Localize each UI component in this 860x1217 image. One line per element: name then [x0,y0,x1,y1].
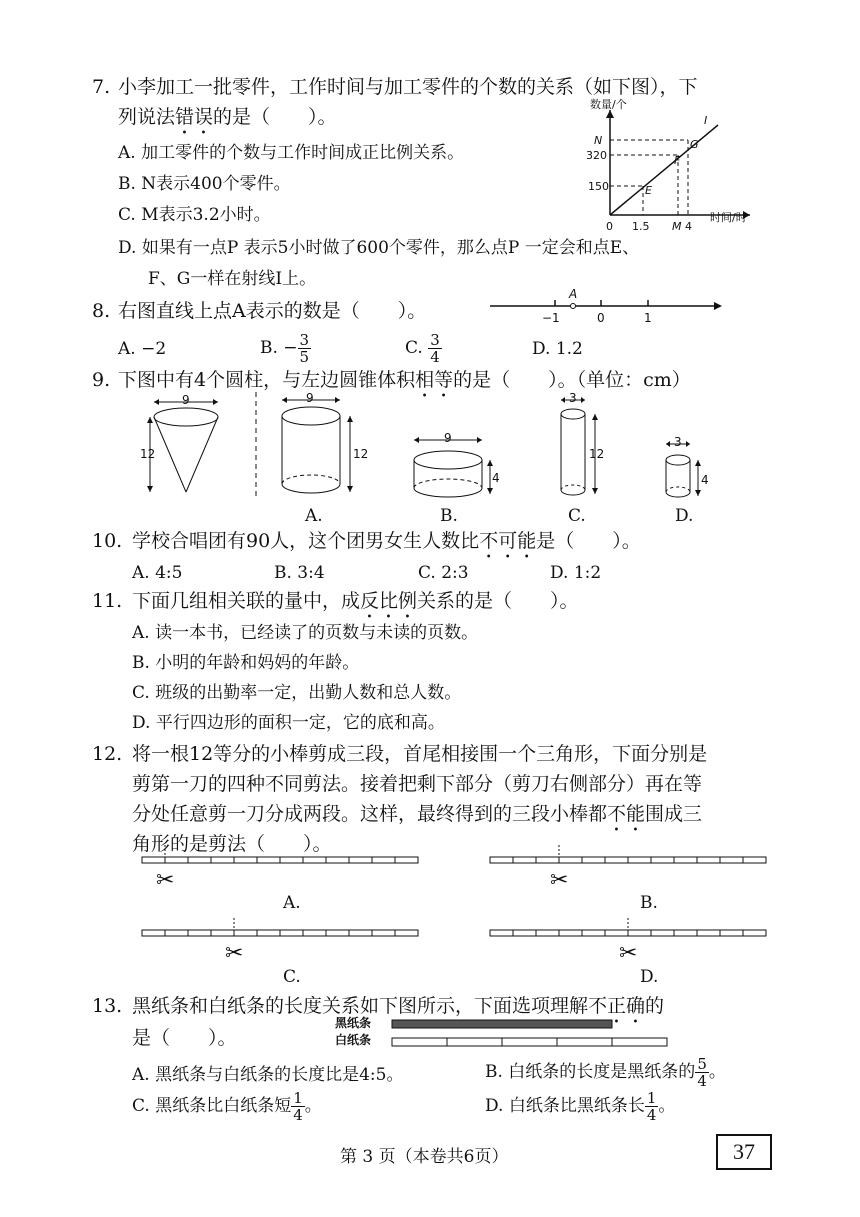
q12-label-d: D. [640,967,659,987]
q13-white-strip-label: 白纸条 [335,1033,372,1047]
q7-graph-x-4: 4 [685,220,692,233]
q12-stem-text: 分处任意剪一刀分成两段。这样，最终得到的三段小棒都 [132,803,608,825]
q12-stick-a [140,845,430,895]
q13-option-d-fraction [645,1090,659,1123]
q13-number: 13. [92,995,123,1017]
q10-stem [132,530,641,563]
q11-stem-text-end: 关系的是（ ）。 [417,590,579,612]
q7-graph-x-m: M [672,220,682,233]
q13-option-b-end: 。 [708,1062,726,1082]
q12-stem-line3 [132,803,702,836]
q9-emphasis: 相等 [415,369,454,391]
q8-number: 8. [92,300,111,322]
scissors-icon: ✂ [156,868,175,893]
q13-option-b-text: B. 白纸条的长度是黑纸条的 [485,1062,696,1082]
q7-option-c: C. M表示3.2小时。 [118,205,271,225]
q10-emphasis: 不可能 [479,530,537,552]
q9-a-height: 12 [353,447,369,461]
q10-stem-text: 学校合唱团有90人，这个团男女生人数比 [132,530,480,552]
q9-a-diameter: 9 [306,391,314,405]
fraction-numerator: 5 [697,1055,707,1073]
q7-graph-ylabel: 数量/个 [590,98,627,111]
q12-stem-text-end: 围成三 [645,803,703,825]
q13-option-d-text: D. 白纸条比黑纸条长 [485,1096,645,1116]
q12-number: 12. [92,743,123,765]
q13-option-a: A. 黑纸条与白纸条的长度比是4:5。 [132,1065,404,1085]
q9-a-label: A. [305,506,323,526]
q7-stem-text-end: 的是（ ）。 [213,106,337,128]
q13-option-c [132,1086,322,1126]
q9-cylinder-d [660,436,720,502]
q8-point-a-label: A [569,287,578,301]
q9-b-label: B. [440,506,458,526]
q8-option-b-prefix: B. − [260,338,298,358]
q11-stem-text: 下面几组相关联的量中，成 [132,590,361,612]
q9-b-diameter: 9 [444,431,452,445]
fraction-denominator: 4 [293,1106,303,1124]
q13-option-d-end: 。 [658,1096,676,1116]
q13-black-strip-label: 黑纸条 [335,1016,372,1030]
q8-number-line [490,286,730,326]
q12-label-c: C. [283,967,301,987]
q12-stem-line2: 剪第一刀的四种不同剪法。接着把剩下部分（剪刀右侧部分）再在等 [132,773,703,795]
q9-c-height: 12 [589,447,605,461]
q12-emphasis: 不能 [607,803,646,825]
q8-tick-0: 0 [597,311,605,325]
q7-graph-ray-i: I [704,114,708,127]
q12-label-a: A. [283,893,301,913]
q12-label-b: B. [640,893,658,913]
q8-option-c-prefix: C. [405,338,423,358]
q7-graph-xlabel: 时间/时 [710,211,747,224]
q8-option-c-fraction [428,332,442,365]
q10-option-d: D. 1:2 [550,563,602,583]
q9-c-label: C. [568,506,586,526]
q12-stick-b [488,845,778,895]
page-footer: 第 3 页（本卷共6页） [340,1147,509,1167]
q7-stem-line2 [118,106,337,139]
q13-option-c-fraction [291,1090,305,1123]
q7-graph-y-n: N [594,134,603,147]
q13-option-c-text: C. 黑纸条比白纸条短 [132,1096,292,1116]
fraction-denominator: 4 [430,348,440,366]
fraction-numerator: 3 [299,331,310,349]
q13-stem-text-end: 的 [645,995,665,1017]
fraction-denominator: 4 [697,1072,707,1090]
q8-option-c [405,328,442,368]
q7-graph-point-g: G [690,138,699,151]
q10-stem-text-end: 是（ ）。 [536,530,641,552]
q11-option-c: C. 班级的出勤率一定，出勤人数和总人数。 [132,683,462,703]
q9-number: 9. [92,369,111,391]
q11-emphasis: 反比例 [360,590,418,612]
q12-stem-line4: 角形的是剪法（ ）。 [132,833,332,855]
q10-option-b: B. 3:4 [274,563,325,583]
q9-d-label: D. [675,506,694,526]
fraction-numerator: 1 [646,1089,657,1107]
q7-graph [580,100,760,240]
q9-b-height: 4 [492,471,500,485]
q8-option-d: D. 1.2 [532,339,583,359]
fraction-denominator: 4 [646,1106,657,1124]
q12-stem-line1: 将一根12等分的小棒剪成三段，首尾相接围一个三角形，下面分别是 [132,743,708,765]
q11-option-d: D. 平行四边形的面积一定，它的底和高。 [132,713,445,733]
fraction-numerator: 1 [293,1089,303,1107]
q9-d-height: 4 [701,473,709,487]
page-number-box: 37 [716,1134,772,1170]
q9-stem-text: 下图中有4个圆柱，与左边圆锥体积 [118,369,416,391]
q8-option-b [260,328,311,368]
q13-emphasis: 不正确 [588,995,646,1017]
fraction-numerator: 3 [430,331,440,349]
q9-cylinder-c [553,392,613,500]
q12-stick-c [140,918,430,968]
q9-cylinder-a [270,392,370,500]
q8-stem: 右图直线上点A表示的数是（ ）。 [118,300,427,322]
q11-stem [132,590,579,623]
q13-stem-text: 黑纸条和白纸条的长度关系如下图所示，下面选项理解 [132,995,589,1017]
q8-option-a: A. −2 [118,339,167,359]
q9-divider [254,392,258,502]
q13-option-d [485,1086,675,1126]
q12-stick-d [488,918,778,968]
q8-tick-1: 1 [644,311,652,325]
q7-graph-y-320: 320 [586,149,607,162]
q7-option-d-line2: F、G一样在射线I上。 [148,269,317,289]
q9-cylinder-b [404,430,504,502]
q9-stem-text-end: 的是（ ）。（单位：cm） [453,369,691,391]
fraction-denominator: 5 [299,348,310,366]
q9-c-diameter: 3 [569,391,577,405]
q8-option-b-fraction [298,332,312,365]
q7-graph-point-f: F [674,154,681,167]
q7-option-a: A. 加工零件的个数与工作时间成正比例关系。 [118,143,465,163]
scissors-icon: ✂ [550,868,569,893]
q7-number: 7. [92,76,111,98]
q9-d-diameter: 3 [674,435,682,449]
q11-option-b: B. 小明的年龄和妈妈的年龄。 [132,653,360,673]
q7-stem-text: 列说法 [118,106,176,128]
q7-emphasis: 错误 [175,106,214,128]
q11-option-a: A. 读一本书，已经读了的页数与未读的页数。 [132,623,479,643]
q8-tick-minus1: −1 [542,311,560,325]
q10-number: 10. [92,530,123,552]
q10-option-c: C. 2:3 [418,563,469,583]
q7-graph-y-150: 150 [588,180,609,193]
q13-stem-line2: 是（ ）。 [132,1027,237,1049]
q10-option-a: A. 4:5 [132,563,183,583]
q7-option-b: B. N表示400个零件。 [118,174,291,194]
q7-graph-point-e: E [645,184,652,197]
q13-strips [392,1018,672,1050]
q7-graph-x-15: 1.5 [632,220,650,233]
q11-number: 11. [92,590,123,612]
q7-stem-line1: 小李加工一批零件，工作时间与加工零件的个数的关系（如下图），下 [118,76,698,98]
q9-cone-diameter: 9 [182,393,190,407]
q7-option-d-line1: D. 如果有一点P 表示5小时做了600个零件，那么点P 一定会和点E、 [118,238,640,258]
scissors-icon: ✂ [619,941,638,966]
q7-graph-x-0: 0 [606,220,613,233]
q13-option-c-end: 。 [304,1096,322,1116]
scissors-icon: ✂ [225,941,244,966]
q9-cone [130,392,240,504]
q13-option-b-fraction [695,1056,709,1089]
q9-cone-height: 12 [140,447,156,461]
